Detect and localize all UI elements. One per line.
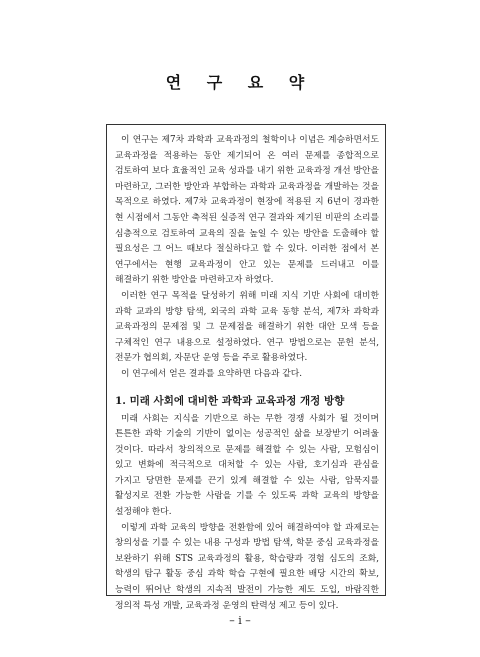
page-number: – i – (229, 614, 251, 627)
page-title: 연 구 요 약 (165, 73, 315, 92)
summary-box (106, 124, 386, 611)
section1-paragraph-2: 이렇게 과학 교육의 방향을 전환함에 있어 해결하여야 할 과제로는 창의성을 기를 수 있는 내용 구성과 방법 탐색, 학문 중심 교육과정을 보완하기 위해 STS 교육과정의 활용, 학습량과 경험 심도의 조화, 학생의 탐구 활동 중심 과학 학습 구현에 필요한 배당 시간의 확보, 능력이 뛰어난 학생의 지속적 발전이 가능한 제도 도입, 바람직한 정의적 특성 개발, 교육과정 운영의 탄력성 제고 등이 있다. (115, 522, 379, 611)
intro-paragraph-3: 이 연구에서 얻은 결과를 요약하면 다음과 같다. (121, 368, 303, 379)
intro-paragraph-2: 이러한 연구 목적을 달성하기 위해 미래 지식 기반 사회에 대비한 과학 교과의 방향 탐색, 외국의 과학 교육 동향 분석, 제7차 과학과 교육과정의 문제점 및 그 문제점을 해결하기 위한 대안 모색 등을 구체적인 연구 내용으로 설정하였다. 연구 방법으로는 문헌 분석, 전문가 협의회, 자문단 운영 등을 주로 활용하였다. (115, 290, 379, 364)
section-heading-1: 1. 미래 사회에 대비한 과학과 교육과정 개정 방향 (115, 394, 345, 407)
intro-paragraph-1: 이 연구는 제7차 과학과 교육과정의 철학이나 이념은 계승하면서도 교육과정을 적용하는 동안 제기되어 온 여러 문제를 종합적으로 검토하여 보다 효율적인 교육 성과를 내기 위한 교육과정 개선 방안을 마련하고, 그러한 방안과 부합하는 과학과 교육과정을 개발하는 것을 목적으로 하였다. 제7차 교육과정이 현장에 적용된 지 6년이 경과한 현 시점에서 그동안 축적된 실증적 연구 결과와 제기된 비판의 소리를 심층적으로 검토하여 교육의 질을 높일 수 있는 방안을 도출해야 할 필요성은 그 어느 때보다 절실하다고 할 수 있다. 이러한 점에서 본 연구에서는 현행 교육과정이 안고 있는 문제를 드러내고 이를 해결하기 위한 방안을 마련하고자 하였다. (115, 135, 379, 286)
section1-paragraph-1: 미래 사회는 지식을 기반으로 하는 무한 경쟁 사회가 될 것이며 튼튼한 과학 기술의 기반이 없이는 성공적인 삶을 보장받기 어려울 것이다. 따라서 창의적으로 문제를 해결할 수 있는 사람, 모험심이 있고 변화에 적극적으로 대처할 수 있는 사람, 호기심과 관심을 가지고 당면한 문제를 끈기 있게 해결할 수 있는 사람, 암묵지를 활성지로 전환 가능한 사람을 기를 수 있도록 과학 교육의 방향을 설정해야 한다. (115, 413, 379, 518)
